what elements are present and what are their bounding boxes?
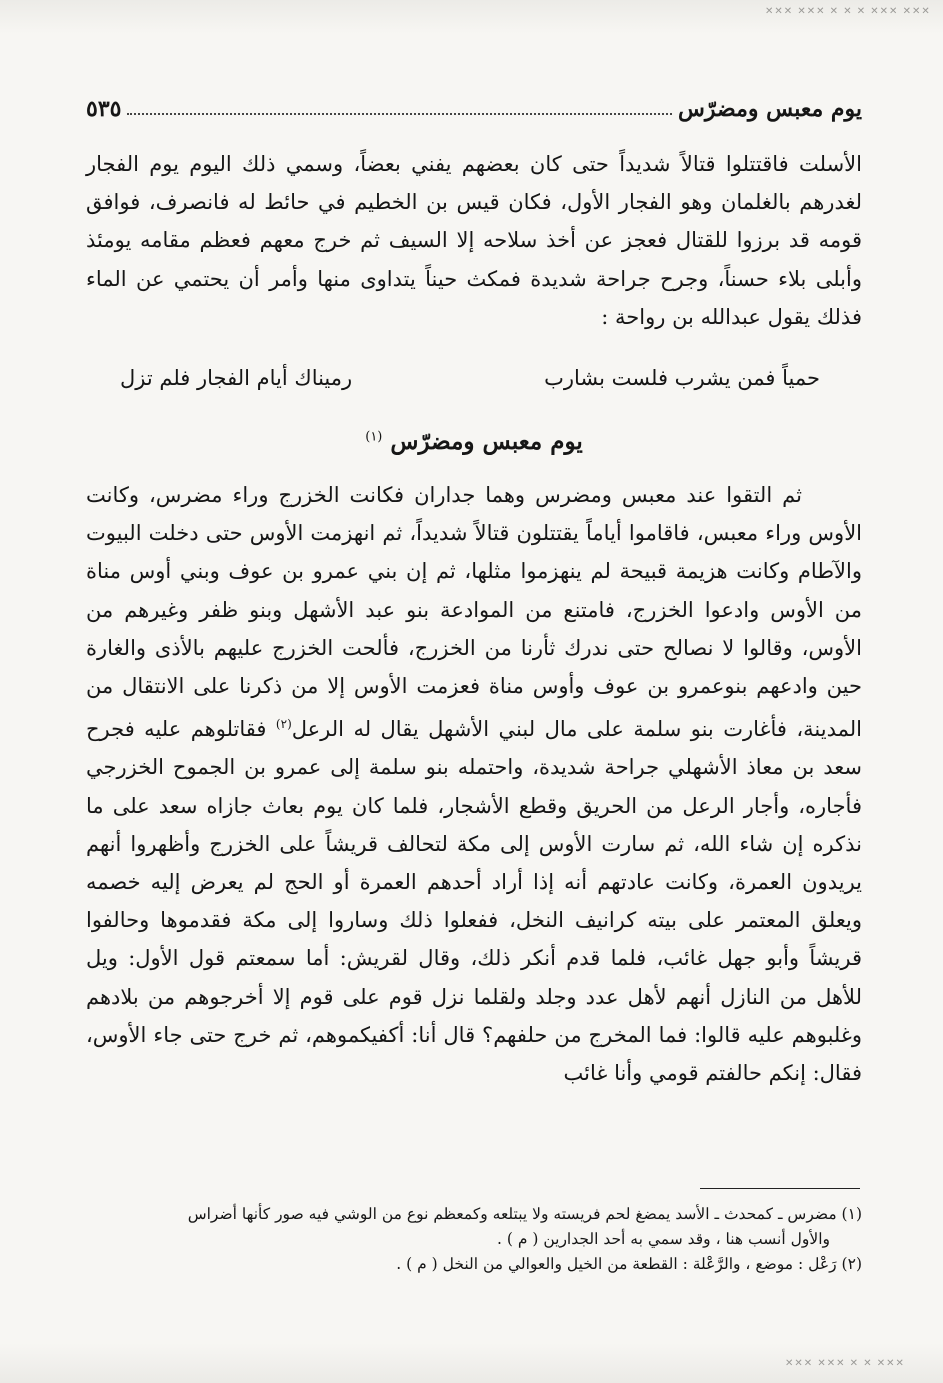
section-heading — [86, 428, 862, 455]
running-title: يوم معبس ومضرّس — [678, 96, 862, 122]
footnote-separator — [700, 1188, 860, 1189]
footnote-2-text: (٢) رَعْل : موضع ، والرَّعْلة : القطعة من الخيل والعوالي من النخل ( م ) . — [396, 1255, 862, 1273]
footnote-1 — [86, 1202, 862, 1252]
footnote-1-continuation: والأول أنسب هنا ، وقد سمي به أحد الجدارين ( م ) . — [497, 1230, 830, 1248]
verse-second-hemistich: حمياً فمن يشرب فلست بشارب — [544, 366, 820, 390]
footnote-ref-2: (٢) — [275, 717, 292, 732]
bottom-ornament: ✕✕✕ ✕✕✕ ✕ ✕ ✕✕✕ — [785, 1358, 905, 1369]
paragraph-2 — [86, 476, 862, 1092]
footnotes — [86, 1202, 862, 1277]
paragraph-1: الأسلت فاقتتلوا قتالاً شديداً حتى كان بعضهم يفني بعضاً، وسمي ذلك اليوم يوم الفجار لغدرهم بالغلمان وهو الفجار الأول، فكان قيس بن الخطيم في حائط له فانصرف، فوافق قومه قد برزوا للقتال فعجز عن أخذ سلاحه إلا السيف ثم خرج معهم فعظم مقامه يومئذ وأبلى بلاء حسناً، وجرح جراحة شديدة فمكث حيناً يتداوى منها وأمر أن يحتمي عن الماء فذلك يقول عبدالله بن رواحة : — [86, 152, 862, 329]
running-header — [86, 86, 862, 122]
verse-first-hemistich: رميناك أيام الفجار فلم تزل — [120, 366, 353, 390]
footnote-1-text: (١) مضرس ـ كمحدث ـ الأسد يمضغ لحم فريسته ولا يبتلعه وكمعظم نوع من الوشي فيه صور كأنها أضراس — [187, 1205, 862, 1223]
section-note-mark: (١) — [365, 429, 383, 445]
poetry-verse — [120, 366, 820, 406]
page-number: ٥٣٥ — [86, 96, 122, 122]
footnote-2 — [86, 1252, 862, 1277]
dotted-leader — [127, 113, 672, 115]
paragraph-2-part-2: فقاتلوهم عليه فجرح سعد بن معاذ الأشهلي جراحة شديدة، واحتمله بنو سلمة إلى عمرو بن الجموح الخزرجي فأجاره، وأجار الرعل من الحريق وقطع الأشجار، فلما كان يوم بعاث جازاه سعد على ما نذكره إن شاء الله، ثم سارت الأوس إلى مكة لتحالف قريشاً على الخزرج وأظهروا أنهم يريدون العمرة، وكانت عادتهم أنه إذا أراد أحدهم العمرة أو الحج لم يعرض إليه خصمه ويعلق المعتمر على بيته كرانيف النخل، ففعلوا ذلك وساروا إلى مكة فقدموها وحالفوا قريشاً وأبو جهل غائب، فلما قدم أنكر ذلك، وقال لقريش: أما سمعتم قول الأول: ويل للأهل من النازل أنهم لأهل عدد وجلد ولقلما نزل قوم على قوم إلا أخرجوهم من بلادهم وغلبوهم عليه قالوا: فما المخرج من حلفهم؟ قال أنا: أكفيكموهم، ثم خرج حتى جاء الأوس، فقال: إنكم حالفتم قومي وأنا غائب — [86, 717, 862, 1086]
paragraph-2-part-1: ثم التقوا عند معبس ومضرس وهما جداران فكانت الخزرج وراء مضرس، وكانت الأوس وراء معبس، فاقاموا أياماً يقتتلون قتالاً شديداً، ثم انهزمت الأوس حتى دخلت البيوت والآطام وكانت هزيمة قبيحة لم ينهزموا مثلها، ثم إن بني عمرو بن عوف وبني أوس مناة من الأوس وادعوا الخزرج، فامتنع من الموادعة بنو عبد الأشهل وبنو ظفر وغيرهم من الأوس، وقالوا لا نصالح حتى ندرك ثأرنا من الخزرج، فألحت الخزرج عليهم بالأذى والغارة حين وادعهم بنوعمرو بن عوف وأوس مناة فعزمت الأوس إلا من ذكرنا على الانتقال من المدينة، فأغارت بنو سلمة على مال لبني الأشهل يقال له الرعل — [86, 483, 862, 742]
top-ornament: ✕✕✕ ✕✕✕ ✕ ✕ ✕ ✕✕✕ ✕✕✕ — [765, 6, 931, 17]
section-heading-text: يوم معبس ومضرّس — [390, 428, 583, 455]
